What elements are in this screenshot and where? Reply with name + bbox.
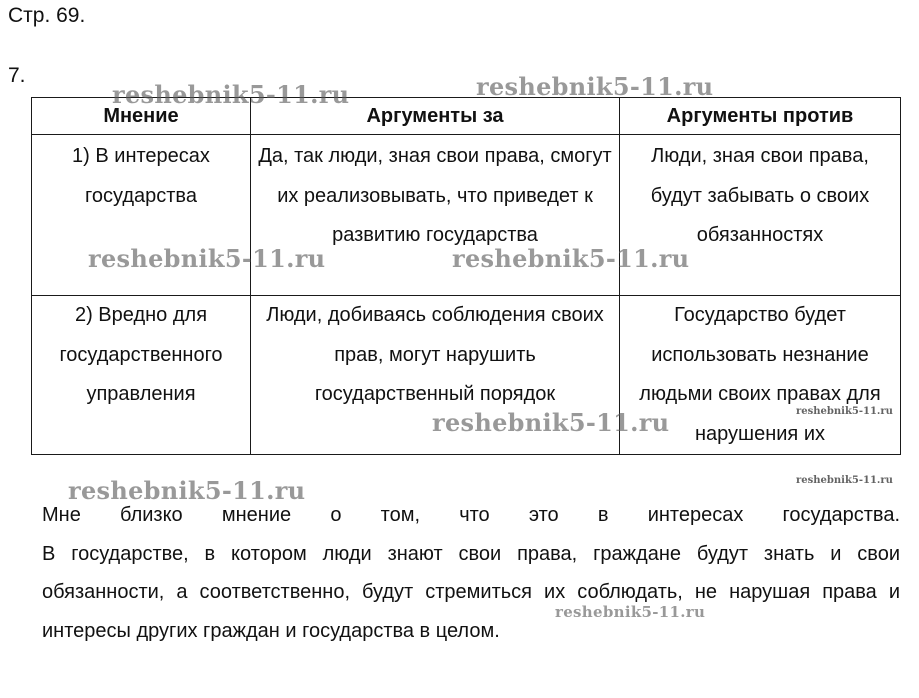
conclusion-paragraph-1: Мне близко мнение о том, что это в интересах государства. xyxy=(42,504,900,526)
watermark: reshebnik5-11.ru xyxy=(432,408,670,437)
con-cell: Люди, зная свои права, будут забывать о своих обязанностях xyxy=(620,135,901,296)
page-label: Стр. 69. xyxy=(8,4,86,27)
watermark: reshebnik5-11.ru xyxy=(112,80,350,109)
pro-cell: Да, так люди, зная свои права, смогут их реализовывать, что приведет к развитию государства xyxy=(251,135,620,296)
con-cell: Государство будет использовать незнание людьми своих правах для нарушения их xyxy=(620,296,901,455)
watermark: reshebnik5-11.ru xyxy=(452,244,690,273)
arguments-table xyxy=(31,97,901,455)
conclusion-text xyxy=(42,496,900,650)
header-con: Аргументы против xyxy=(620,98,901,135)
watermark: reshebnik5-11.ru xyxy=(476,72,714,101)
opinion-cell: 1) В интересах государства xyxy=(32,135,251,296)
conclusion-paragraph-2: В государстве, в котором люди знают свои права, граждане будут знать и свои обязанности, а соответственно, будут стремиться их соблюдать, не нарушая права и интересы других граждан и государства в целом. xyxy=(42,542,900,642)
watermark: reshebnik5-11.ru xyxy=(555,603,706,621)
header-pro: Аргументы за xyxy=(251,98,620,135)
watermark: reshebnik5-11.ru xyxy=(796,406,893,417)
opinion-cell: 2) Вредно для государственного управления xyxy=(32,296,251,455)
watermark: reshebnik5-11.ru xyxy=(796,475,893,486)
header-opinion: Мнение xyxy=(32,98,251,135)
watermark: reshebnik5-11.ru xyxy=(68,476,306,505)
pro-cell: Люди, добиваясь соблюдения своих прав, могут нарушить государственный порядок xyxy=(251,296,620,455)
task-number: 7. xyxy=(8,64,26,87)
watermark: reshebnik5-11.ru xyxy=(88,244,326,273)
